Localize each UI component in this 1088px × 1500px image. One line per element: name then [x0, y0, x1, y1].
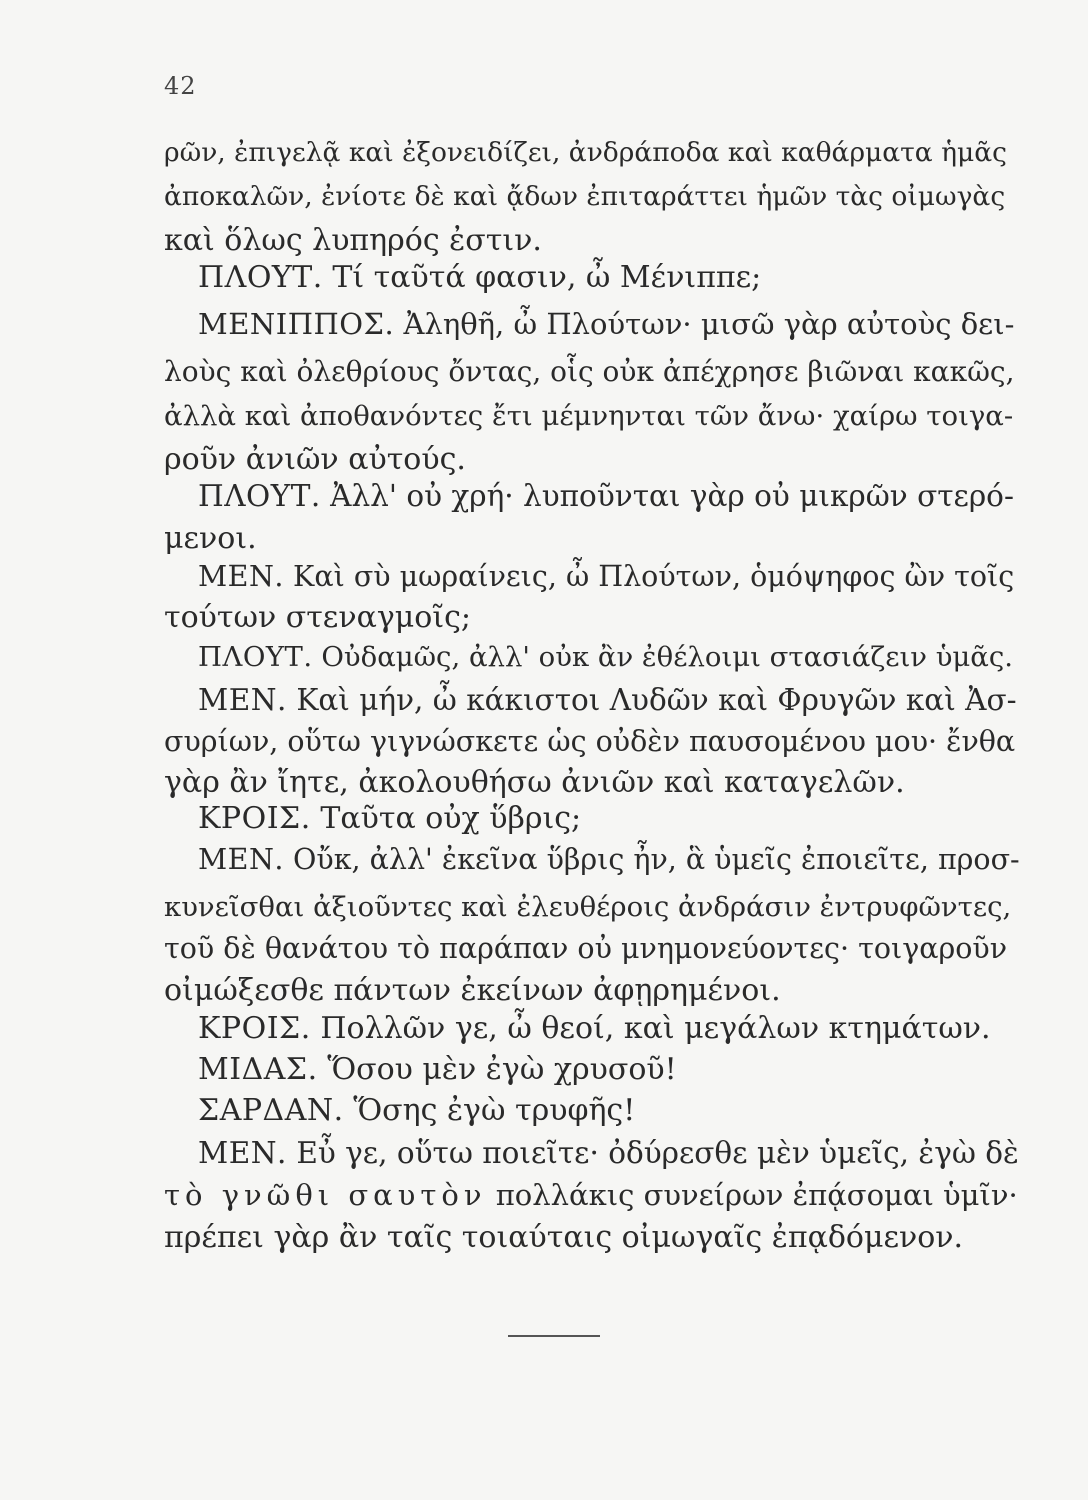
text-line — [198, 479, 1014, 513]
line-text: οἰμώξεσθε πάντων ἐκείνων ἀφῃρημένοι. — [164, 973, 781, 1008]
text-line — [164, 890, 1011, 924]
line-text: Καὶ μήν, ὦ κάκιστοι Λυδῶν καὶ Φρυγῶν καὶ Ἀσ- — [296, 683, 1017, 717]
line-text: καὶ ὅλως λυπηρός ἐστιν. — [164, 223, 542, 258]
text-line — [164, 136, 1014, 170]
line-text: πρέπει γὰρ ἂν ταῖς τοιαύταις οἰμωγαῖς ἐπᾳδόμενον. — [164, 1220, 964, 1255]
text-line — [164, 725, 1015, 759]
text-line — [164, 601, 471, 635]
line-text: πολλάκις — [495, 1178, 635, 1212]
text-line — [164, 443, 466, 477]
speaker-name: ΚΡΟΙΣ. — [198, 801, 311, 836]
line-text: ἀποκαλῶν, ἐνίοτε δὲ καὶ ᾄδων ἐπιταράττει ἡμῶν τὰς οἰμωγὰς — [164, 181, 1006, 212]
speaker-name: ΚΡΟΙΣ. — [198, 1011, 311, 1046]
text-line — [198, 1094, 635, 1128]
text-line — [198, 261, 761, 295]
speaker-name: ΠΛΟΥΤ. — [198, 641, 313, 673]
line-text: ρῶν, ἐπιγελᾷ καὶ ἐξονειδίζει, ἀνδράποδα καὶ καθάρματα ἡμᾶς — [164, 137, 1007, 168]
text-line — [164, 766, 905, 800]
text-line — [198, 843, 1020, 877]
text-line — [164, 974, 781, 1008]
speaker-name: ΠΛΟΥΤ. — [198, 260, 323, 295]
line-text: κυνεῖσθαι ἀξιοῦντες καὶ ἐλευθέροις ἀνδράσιν ἐντρυφῶντες, — [164, 891, 1012, 923]
line-text: Ὅσης ἐγὼ τρυφῆς! — [353, 1093, 636, 1128]
line-text: ροῦν ἀνιῶν αὐτούς. — [164, 442, 466, 477]
line-text: Ἀληθῆ, ὦ Πλούτων· μισῶ γὰρ αὐτοὺς δει- — [403, 307, 1015, 341]
line-text: ἀλλὰ καὶ ἀποθανόντες ἔτι μέμνηνται τῶν ἄνω· χαίρω τοιγα- — [164, 400, 1014, 432]
speaker-name: ΜΕΝ. — [198, 560, 284, 593]
line-text: Τί ταῦτά φασιν, ὦ Μένιππε; — [332, 260, 762, 295]
line-text: Ταῦτα οὐχ ὕβρις; — [320, 801, 582, 836]
spaced-quotation: τὸ γνῶθι σαυτὸν — [164, 1178, 487, 1212]
text-line — [164, 1178, 1018, 1212]
text-line — [164, 1221, 963, 1255]
line-text: Πολλῶν γε, ὦ θεοί, καὶ μεγάλων κτημάτων. — [320, 1011, 991, 1046]
speaker-name: ΠΛΟΥΤ. — [198, 479, 321, 513]
text-line — [164, 355, 1015, 389]
text-line — [164, 399, 1013, 433]
line-text: Οὐδαμῶς, ἀλλ' οὐκ ἂν ἐθέλοιμι στασιάζειν ὑμᾶς. — [321, 641, 1014, 673]
text-line — [198, 640, 1013, 674]
text-line — [198, 307, 1014, 341]
text-line — [164, 180, 1005, 214]
text-line — [164, 932, 1007, 966]
text-line — [164, 522, 257, 556]
line-text: γὰρ ἂν ἴητε, ἀκολουθήσω ἀνιῶν καὶ καταγελῶν. — [164, 765, 905, 800]
speaker-name: ΜΕΝ. — [198, 683, 287, 717]
line-text: μενοι. — [164, 521, 257, 556]
text-line — [198, 683, 1017, 717]
text-line — [198, 1012, 991, 1046]
line-text: Εὖ γε, οὕτω ποιεῖτε· ὀδύρεσθε μὲν ὑμεῖς, ἐγὼ δὲ — [296, 1136, 1019, 1170]
line-text: συρίων, οὕτω γιγνώσκετε ὡς οὐδὲν παυσομένου μου· ἔνθα — [164, 725, 1016, 758]
line-text: Οὔκ, ἀλλ' ἐκεῖνα ὕβρις ἦν, ἃ ὑμεῖς ἐποιεῖτε, προσ- — [293, 843, 1020, 876]
line-text: λοὺς καὶ ὀλεθρίους ὄντας, οἷς οὐκ ἀπέχρησε βιῶναι κακῶς, — [164, 355, 1015, 388]
speaker-name: ΜΙΔΑΣ. — [198, 1052, 318, 1087]
line-text: Ὅσου μὲν ἐγὼ χρυσοῦ! — [327, 1052, 677, 1087]
speaker-name: ΜΕΝ. — [198, 843, 284, 876]
line-text: συνείρων ἐπᾴσομαι ὑμῖν· — [643, 1178, 1018, 1212]
speaker-name: ΜΕΝΙΠΠΟΣ. — [198, 307, 395, 341]
text-line — [198, 1053, 677, 1087]
text-line — [164, 224, 542, 258]
speaker-name: ΣΑΡΔΑΝ. — [198, 1093, 344, 1128]
page-number: 42 — [164, 72, 197, 100]
line-text: Καὶ σὺ μωραίνεις, ὦ Πλούτων, ὁμόψηφος ὢν τοῖς — [293, 560, 1015, 593]
line-text: τοῦ δὲ θανάτου τὸ παράπαν οὐ μνημονεύοντες· τοιγαροῦν — [164, 932, 1008, 965]
speaker-name: ΜΕΝ. — [198, 1136, 287, 1170]
end-rule-divider — [508, 1335, 600, 1337]
line-text: Ἀλλ' οὐ χρή· λυποῦνται γὰρ οὐ μικρῶν στερό- — [330, 479, 1014, 513]
text-line — [198, 802, 581, 836]
line-text: τούτων στεναγμοῖς; — [164, 600, 472, 635]
text-line — [198, 1136, 1019, 1170]
text-line — [198, 560, 1014, 594]
